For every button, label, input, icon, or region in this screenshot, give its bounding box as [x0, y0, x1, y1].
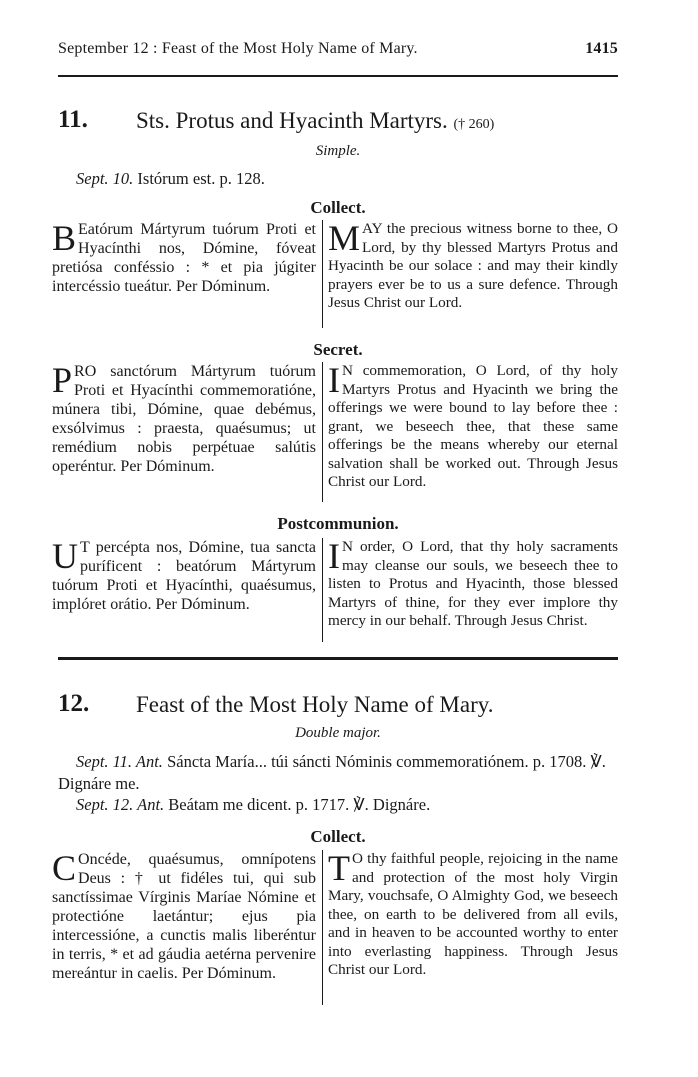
- entry-11-heading: [58, 106, 618, 140]
- section-rule: [58, 657, 618, 660]
- secret-latin-11: PRO sanctórum Mártyrum tuórum Proti et Hyacínthi commemoratióne, múnera tibi, Dómine, quae debémus, exsólvimus : praesta, quaésumus; ut remédium nobis perpétuae salútis operéntur. Per Dóminum.: [52, 360, 316, 475]
- entry-12-rubric-2: Sept. 12. Ant. Beátam me dicent. p. 1717. ℣. Dignáre.: [76, 795, 431, 814]
- running-head-title: September 12 : Feast of the Most Holy Name of Mary.: [58, 40, 418, 57]
- entry-12-rank: Double major.: [295, 725, 381, 741]
- entry-11-number: 11.: [58, 106, 88, 133]
- page-number: 1415: [585, 40, 618, 57]
- header-rule: [58, 75, 618, 77]
- column-divider: [322, 362, 323, 502]
- postcommunion-english-11: I N order, O Lord, that thy holy sacraments may cleanse our souls, we beseech thee to listen to Protus and Hyacinth, those blessed Martyrs of thine, for they ever implore thy mercy in our behalf. Through Jesus Christ.: [328, 536, 618, 629]
- entry-12-number: 12.: [58, 690, 90, 717]
- collect-heading-12: Collect.: [310, 827, 366, 846]
- entry-11-rubric: Sept. 10. Istórum est. p. 128.: [76, 169, 265, 188]
- collect-latin-12: C Oncéde, quaésumus, omnípotens Deus : † ut fidéles tui, qui sub sanctíssimae Vírginis Maríae Nómine et protectióne laetántur; ejus pia intercessióne, a cunctis malis liberéntur in terris, * et ad gáudia aetérna pervenire mereántur in caelis. Per Dóminum.: [52, 848, 316, 982]
- entry-12-title: Feast of the Most Holy Name of Mary.: [136, 692, 494, 717]
- column-divider: [322, 220, 323, 328]
- drop-cap: P: [52, 360, 73, 400]
- collect-english-12: T O thy faithful people, rejoicing in the name and protection of the most holy Virgin Mary, vouchsafe, O Almighty God, we beseech thee, on earth to be delivered from all evils, and in heaven to be accounted worthy to enter into everlasting happiness. Through Jesus Christ our Lord.: [328, 848, 618, 978]
- drop-cap: B: [52, 218, 77, 258]
- drop-cap: T: [328, 848, 350, 888]
- entry-11-date-note: († 260): [453, 117, 495, 132]
- drop-cap: U: [52, 536, 78, 576]
- postcommunion-latin-11: U T percépta nos, Dómine, tua sancta puríficent : beatórum Mártyrum tuórum Proti et Hyacínthi, quaésumus, implóret orátio. Per Dóminum.: [52, 536, 316, 613]
- drop-cap: I: [328, 360, 340, 400]
- collect-english-11: MAY the precious witness borne to thee, O Lord, by thy blessed Martyrs Protus and Hyacinth be our solace : and may their kindly prayers ever be to us a sure defence. Through Jesus Christ our Lord.: [328, 218, 618, 311]
- entry-11-title: Sts. Protus and Hyacinth Martyrs. († 260): [136, 108, 495, 133]
- drop-cap: C: [52, 848, 77, 888]
- entry-12-heading: [58, 690, 618, 724]
- column-divider: [322, 850, 323, 1005]
- drop-cap: M: [328, 218, 361, 258]
- secret-heading-11: Secret.: [313, 340, 363, 359]
- collect-heading-11: Collect.: [310, 198, 366, 217]
- column-divider: [322, 538, 323, 642]
- secret-english-11: I N commemoration, O Lord, of thy holy Martyrs Protus and Hyacinth we bring the offerings we were bound to lay before thee : grant, we beseech thee, that these same offerings be the means whereby our eternal salvation shall be worked out. Through Jesus Christ our Lord.: [328, 360, 618, 490]
- collect-latin-11: B Eatórum Mártyrum tuórum Proti et Hyacínthi nos, Dómine, fóveat pretiósa conféssio : * et pia júgiter intercéssio tueátur. Per Dóminum.: [52, 218, 316, 295]
- running-head: [58, 40, 618, 66]
- entry-12-rubric-1: Sept. 11. Ant. Sáncta María... túi sáncti Nóminis commemoratiónem. p. 1708. ℣. Dignáre me.: [58, 752, 606, 793]
- drop-cap: I: [328, 536, 340, 576]
- postcommunion-heading-11: Postcommunion.: [277, 514, 399, 533]
- entry-11-rank: Simple.: [315, 143, 361, 159]
